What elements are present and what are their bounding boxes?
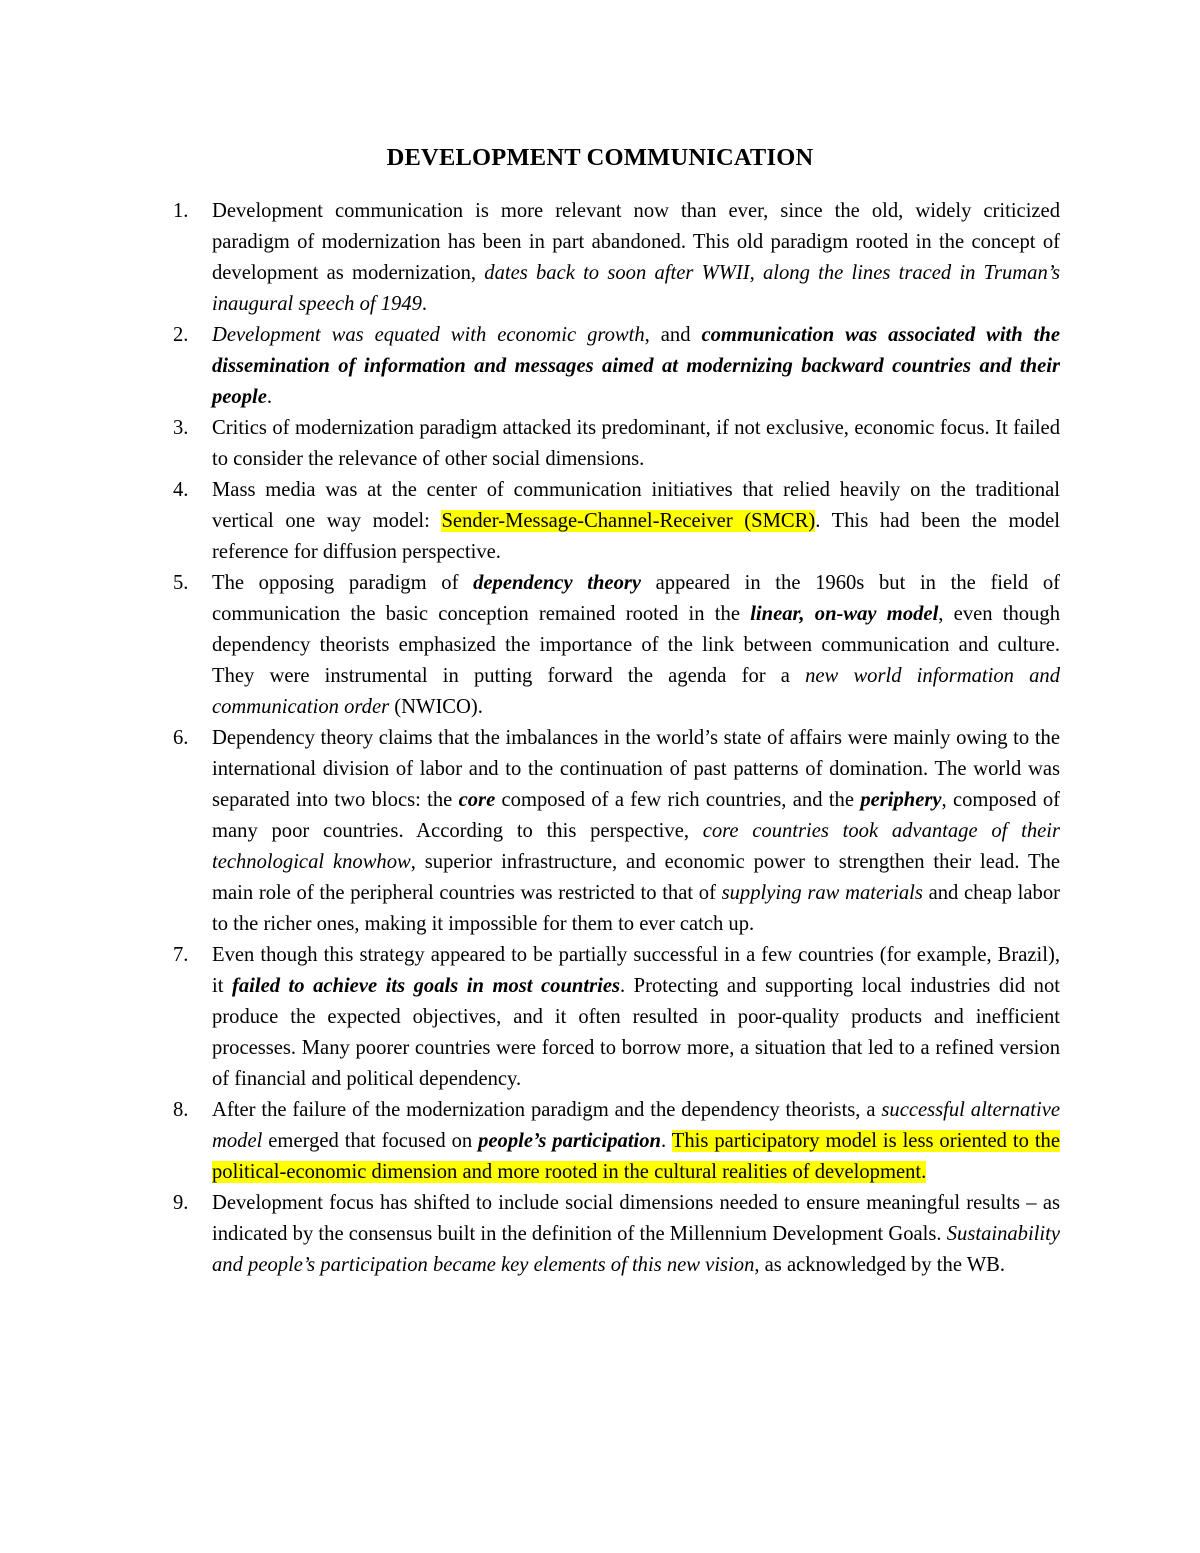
list-item-text: core <box>458 789 496 811</box>
list-item-number: 2. <box>173 324 189 346</box>
list-item-text: . <box>266 386 273 408</box>
list-item-text: The opposing paradigm of <box>212 572 474 594</box>
list-item-text: emerged that focused on <box>262 1130 479 1152</box>
list-item-number: 3. <box>173 417 189 439</box>
list-item-text: , composed of many poor countries. According to this perspective, <box>212 789 1060 842</box>
list-item-text: , as acknowledged by the WB. <box>754 1254 1006 1276</box>
list-item-text: Development was equated with economic growth <box>212 324 645 346</box>
list-item-text: Critics of modernization paradigm attacked its predominant, if not exclusive, economic focus. It failed to consider the relevance of other social dimensions. <box>212 417 1060 470</box>
list-item-text: . Protecting and supporting local industries did not produce the expected objectives, and it often resulted in poor-quality products and inefficient processes. Many poorer countries were forced to borrow more, a situation that led to a refined version of financial and political dependency. <box>212 975 1060 1090</box>
list-item-text: Mass media was at the center of communication initiatives that relied heavily on the traditional vertical one way model: <box>212 479 1060 532</box>
list-item-text: (NWICO). <box>389 696 483 718</box>
document-title: DEVELOPMENT COMMUNICATION <box>386 144 814 171</box>
list-item-text: and cheap labor to the richer ones, making it impossible for them to ever catch up. <box>212 882 1060 935</box>
list-item-text: Dependency theory claims that the imbalances in the world’s state of affairs were mainly owing to the international division of labor and to the continuation of past patterns of domination. The world was separated into two blocs: the <box>212 727 1060 811</box>
list-item-text: , superior infrastructure, and economic power to strengthen their lead. The main role of the peripheral countries was restricted to that of <box>212 851 1060 904</box>
list-item-text: communication was associated with the dissemination of information and messages aimed at modernizing backward countries and their people <box>212 324 1060 408</box>
list-item <box>140 475 1060 568</box>
highlighted-text: Sender-Message-Channel-Receiver (SMCR) <box>441 510 816 532</box>
list-item-text: composed of a few rich countries, and the <box>495 789 861 811</box>
list-item-text: . <box>421 293 428 315</box>
list-item-number: 8. <box>173 1099 189 1121</box>
list-item-text: Sustainability and people’s participation became key elements of this new vision <box>212 1223 1060 1276</box>
list-item <box>140 196 1060 320</box>
list-item-text: dates back to soon after WWII, along the lines traced in Truman’s inaugural speech of 1949 <box>212 262 1060 315</box>
highlighted-text: This participatory model is less oriented to the political-economic dimension and more rooted in the cultural realities of development. <box>212 1130 1060 1183</box>
list-item <box>140 940 1060 1095</box>
list-item-number: 6. <box>173 727 189 749</box>
list-item-text: core countries took advantage of their technological knowhow <box>212 820 1060 873</box>
list-item-text: Development focus has shifted to include social dimensions needed to ensure meaningful results – as indicated by the consensus built in the definition of the Millennium Development Goals. <box>212 1192 1060 1245</box>
list-item-text: After the failure of the modernization paradigm and the dependency theorists, a <box>212 1099 882 1121</box>
list-item-text: . <box>661 1130 672 1152</box>
list-item-text: , even though dependency theorists emphasized the importance of the link between communication and culture. They were instrumental in putting forward the agenda for a <box>212 603 1060 687</box>
list-item-number: 7. <box>173 944 189 966</box>
list-item-number: 9. <box>173 1192 189 1214</box>
list-item-text: Even though this strategy appeared to be partially successful in a few countries (for example, Brazil), it <box>212 944 1060 997</box>
list-item-text: successful alternative model <box>212 1099 1060 1152</box>
list-item-text: . This had been the model reference for diffusion perspective. <box>212 510 1061 563</box>
list-item-text: dependency theory <box>473 572 642 594</box>
list-item-text: failed to achieve its goals in most countries <box>231 975 620 997</box>
list-item <box>140 568 1060 723</box>
list-item-text: periphery <box>860 789 942 811</box>
list-item <box>140 723 1060 940</box>
list-item-number: 1. <box>173 200 189 222</box>
list-item-text: , and <box>644 324 702 346</box>
list-item-text: linear, on-way model <box>750 603 939 625</box>
list-item-text: Development communication is more relevant now than ever, since the old, widely criticized paradigm of modernization has been in part abandoned. This old paradigm rooted in the concept of development as modernization, <box>212 200 1060 284</box>
list-item-text: appeared in the 1960s but in the field of communication the basic conception remained rooted in the <box>212 572 1060 625</box>
list-item <box>140 1188 1060 1281</box>
list-item <box>140 320 1060 413</box>
list-item <box>140 413 1060 475</box>
list-item-text: people’s participation <box>478 1130 662 1152</box>
list-item <box>140 1095 1060 1188</box>
list-item-number: 5. <box>173 572 189 594</box>
list-item-text: supplying raw materials <box>721 882 923 904</box>
numbered-list <box>140 196 1060 1281</box>
list-item-text: new world information and communication order <box>212 665 1060 718</box>
list-item-number: 4. <box>173 479 189 501</box>
